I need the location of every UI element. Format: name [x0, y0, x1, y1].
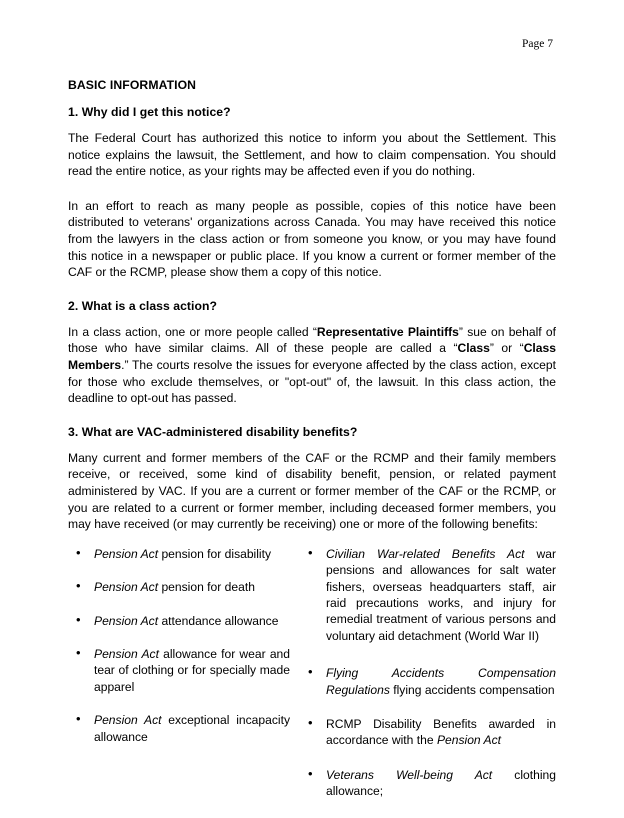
benefit-description: war pensions and allowances for salt water fishers, overseas headquarters staff, air raid precautions works, and injury for remedial treatment of various persons and voluntary aid detachment (World War II): [326, 546, 556, 643]
question-1-paragraph-2: In an effort to reach as many people as possible, copies of this notice have been distributed to veterans' organizations across Canada. You may have received this notice from the lawyers in the class action or from someone you know, or you may have found this notice in a newspaper or public place. If you know a current or former member of the CAF or the RCMP, please show them a copy of this notice.: [68, 198, 556, 280]
list-item: [300, 716, 556, 749]
benefit-description: flying accidents compensation: [389, 682, 555, 697]
list-item: [68, 546, 290, 562]
list-item: [68, 613, 290, 629]
benefit-description: allowance for wear and tear of clothing or for specially made apparel: [94, 646, 291, 694]
question-2-paragraph-1: [68, 324, 556, 407]
page-number: Page 7: [522, 38, 553, 50]
question-1-paragraph-1: The Federal Court has authorized this notice to inform you about the Settlement. This notice explains the lawsuit, the Settlement, and how to claim compensation. You should read the entire notice, as your rights may be affected even if you do nothing.: [68, 131, 556, 179]
benefits-list-right: [300, 546, 556, 800]
benefit-statute-name: Pension Act: [94, 613, 159, 628]
benefit-statute-name: Civilian War-related Benefits Act: [326, 546, 525, 561]
list-item: [300, 546, 556, 644]
benefit-statute-name: Pension Act: [94, 713, 162, 728]
term-class-members: Class Members: [68, 341, 556, 372]
list-item: [68, 646, 290, 695]
benefit-statute-name: Pension Act: [94, 580, 159, 595]
q2-text-e: ” or “: [489, 341, 524, 356]
question-2-heading: 2. What is a class action?: [68, 298, 217, 313]
benefits-list-columns: [68, 546, 556, 818]
benefits-list-left: [68, 546, 290, 745]
benefit-description: clothing allowance;: [326, 767, 556, 799]
benefit-statute-name: Pension Act: [94, 546, 159, 561]
term-class: Class: [457, 341, 490, 356]
list-item: [68, 579, 290, 595]
benefit-description: exceptional incapacity allowance: [94, 713, 290, 744]
benefit-statute-name: Veterans Well-being Act: [326, 767, 493, 782]
section-title: BASIC INFORMATION: [68, 78, 197, 92]
benefits-column-right: [300, 546, 556, 818]
list-item: [68, 712, 290, 745]
list-item: [300, 665, 556, 698]
benefit-description: attendance allowance: [158, 613, 279, 628]
question-1-heading: 1. Why did I get this notice?: [68, 105, 231, 119]
benefit-statute-name: Pension Act: [436, 733, 502, 748]
q2-text-a: In a class action, one or more people called “: [68, 324, 317, 339]
benefit-statute-name: Flying Accidents Compensation Regulations: [326, 666, 556, 697]
question-3-paragraph-1: Many current and former members of the CAF or the RCMP and their family members receive, or received, some kind of disability benefit, pension, or related payment administered by VAC. If you are a current or former member of the CAF or the RCMP, or you are related to a current or former member, including deceased former members, you may have received (or may currently be receiving) one or more of the following benefits:: [68, 450, 556, 532]
q2-text-c: ” sue on behalf of those who have similar claims. All of these people are called a “: [68, 324, 556, 356]
q2-text-g: .” The courts resolve the issues for everyone affected by the class action, except for those who exclude themselves, or "opt-out" of, the lawsuit. In this class action, the deadline to opt-out has passed.: [68, 357, 556, 406]
question-3-heading: 3. What are VAC-administered disability benefits?: [68, 424, 358, 439]
benefits-column-left: [68, 546, 300, 818]
list-item: [300, 767, 556, 800]
benefit-statute-name: Pension Act: [94, 646, 159, 661]
benefit-prefix: RCMP Disability Benefits awarded in accordance with the: [326, 716, 556, 748]
benefit-description: pension for death: [158, 580, 255, 595]
benefit-description: pension for disability: [158, 546, 272, 561]
term-representative-plaintiffs: Representative Plaintiffs: [316, 324, 459, 339]
